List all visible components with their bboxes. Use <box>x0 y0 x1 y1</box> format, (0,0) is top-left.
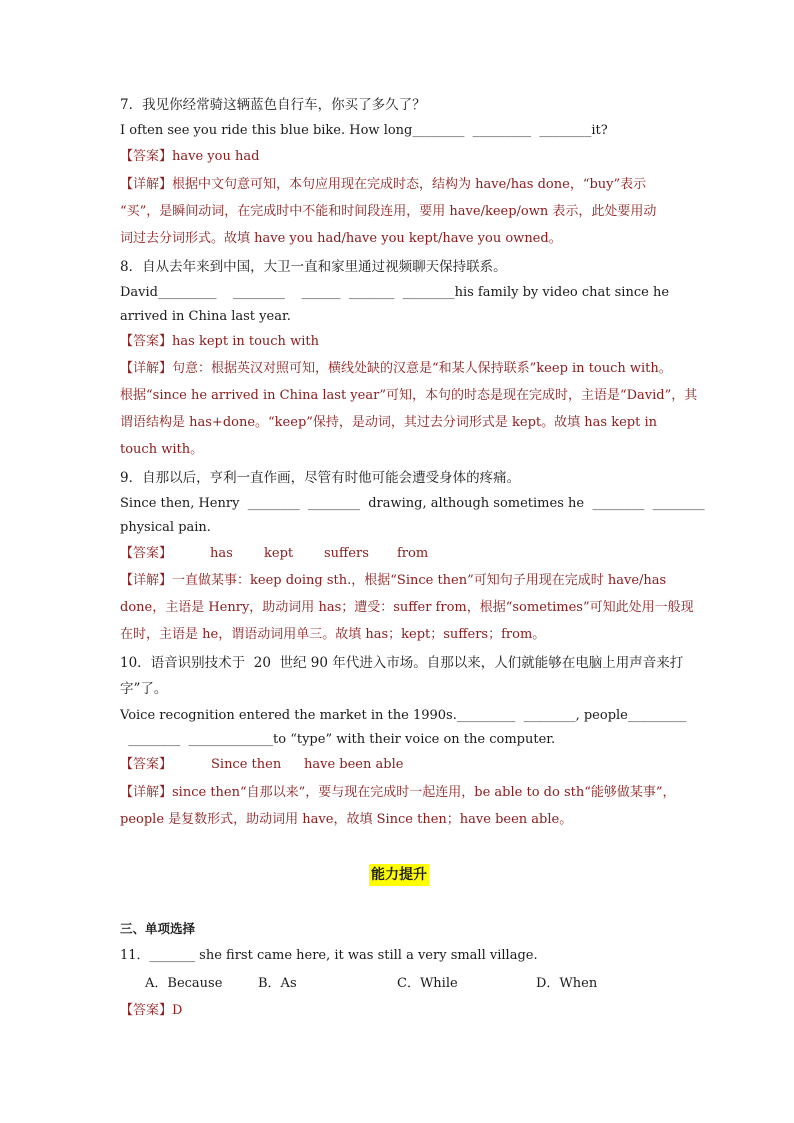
answer-tag: 【答案】 <box>120 149 173 164</box>
q9-detail-line-3: 在时，主语是 he，谓语动词用单三。故填 has；kept；suffers；from。 <box>120 627 546 642</box>
q10-chinese-line-2: 字”了。 <box>120 681 168 697</box>
q10-answer <box>120 756 172 774</box>
answer-tag: 【答案】 <box>120 757 173 772</box>
q11-option-a: A．Because <box>145 976 223 991</box>
q8-answer <box>120 333 319 351</box>
q11-option-b: B．As <box>258 976 297 991</box>
detail-text: 句意：根据英汉对照可知，横线处缺的汉意是“和某人保持联系”keep in touch with。 <box>172 361 672 376</box>
q7-detail-line-3: 词过去分词形式。故填 have you had/have you kept/have you owned。 <box>120 231 562 246</box>
q10-english-line-2: ________ _____________to “type” with their voice on the computer. <box>120 732 556 747</box>
q10-detail-line-1 <box>120 784 676 802</box>
q8-detail-line-1 <box>120 360 672 378</box>
q7-english: I often see you ride this blue bike. How long________ _________ ________it? <box>120 123 608 138</box>
detail-tag: 【详解】 <box>120 573 173 588</box>
q9-english-line-1: Since then, Henry ________ ________ drawing, although sometimes he ________ ________ <box>120 496 705 511</box>
answer-tag: 【答案】 <box>120 1003 173 1018</box>
q7-detail-line-2: “买”，是瞬间动词，在完成时中不能和时间段连用，要用 have/keep/own 表示，此处要用动 <box>120 204 657 219</box>
q7-detail-line-1 <box>120 176 646 194</box>
answer-text: D <box>172 1003 183 1018</box>
q8-english-line-2: arrived in China last year. <box>120 309 291 324</box>
q9-english-line-2: physical pain. <box>120 520 211 535</box>
q9-answer-4: from <box>397 546 429 561</box>
q10-chinese-line-1: 10．语音识别技术于 20 世纪 90 年代进入市场。自那以来，人们就能够在电脑上用声音来打 <box>120 655 684 671</box>
q8-detail-line-2: 根据“since he arrived in China last year”可知，本句的时态是现在完成时，主语是“David”，其 <box>120 388 698 403</box>
q9-answer <box>120 545 172 563</box>
q7-chinese: 7．我见你经常骑这辆蓝色自行车，你买了多久了？ <box>120 97 426 113</box>
answer-text: have you had <box>172 149 260 164</box>
q8-detail-line-4: touch with。 <box>120 442 204 457</box>
q10-answer-1: Since then <box>211 757 282 772</box>
q10-english-line-1: Voice recognition entered the market in the 1990s._________ ________, people_________ <box>120 708 687 723</box>
detail-tag: 【详解】 <box>120 177 173 192</box>
detail-tag: 【详解】 <box>120 785 173 800</box>
section-title: 三、单项选择 <box>120 921 196 936</box>
q8-chinese: 8．自从去年来到中国，大卫一直和家里通过视频聊天保持联系。 <box>120 259 507 275</box>
detail-text: 根据中文句意可知，本句应用现在完成时态，结构为 have/has done，“buy”表示 <box>172 177 647 192</box>
detail-text: since then“自那以来”，要与现在完成时一起连用，be able to do sth“能够做某事”， <box>172 785 676 800</box>
q9-detail-line-2: done，主语是 Henry，助动词用 has；遭受：suffer from，根据“sometimes”可知此处用一般现 <box>120 600 694 615</box>
answer-tag: 【答案】 <box>120 546 173 561</box>
q9-chinese: 9．自那以后，亨利一直作画，尽管有时他可能会遭受身体的疼痛。 <box>120 470 521 486</box>
q9-detail-line-1 <box>120 572 666 590</box>
q11-answer <box>120 1002 182 1020</box>
q9-answer-1: has <box>210 546 233 561</box>
detail-tag: 【详解】 <box>120 361 173 376</box>
section-heading: 能力提升 <box>369 864 429 886</box>
q10-detail-line-2: people 是复数形式，助动词用 have，故填 Since then；have been able。 <box>120 812 573 827</box>
q9-answer-3: suffers <box>324 546 369 561</box>
q10-answer-2: have been able <box>304 757 404 772</box>
q11-stem: 11．_______ she first came here, it was still a very small village. <box>120 948 538 963</box>
q7-answer <box>120 148 259 166</box>
detail-text: 一直做某事：keep doing sth.，根据“Since then”可知句子用现在完成时 have/has <box>172 573 667 588</box>
answer-text: has kept in touch with <box>172 334 319 349</box>
q8-english-line-1: David_________ ________ ______ _______ ________his family by video chat since he <box>120 285 670 300</box>
answer-tag: 【答案】 <box>120 334 173 349</box>
q8-detail-line-3: 谓语结构是 has+done。“keep”保持，是动词，其过去分词形式是 kept。故填 has kept in <box>120 415 657 430</box>
q11-option-d: D．When <box>536 976 598 991</box>
q9-answer-2: kept <box>264 546 294 561</box>
q11-option-c: C．While <box>397 976 458 991</box>
